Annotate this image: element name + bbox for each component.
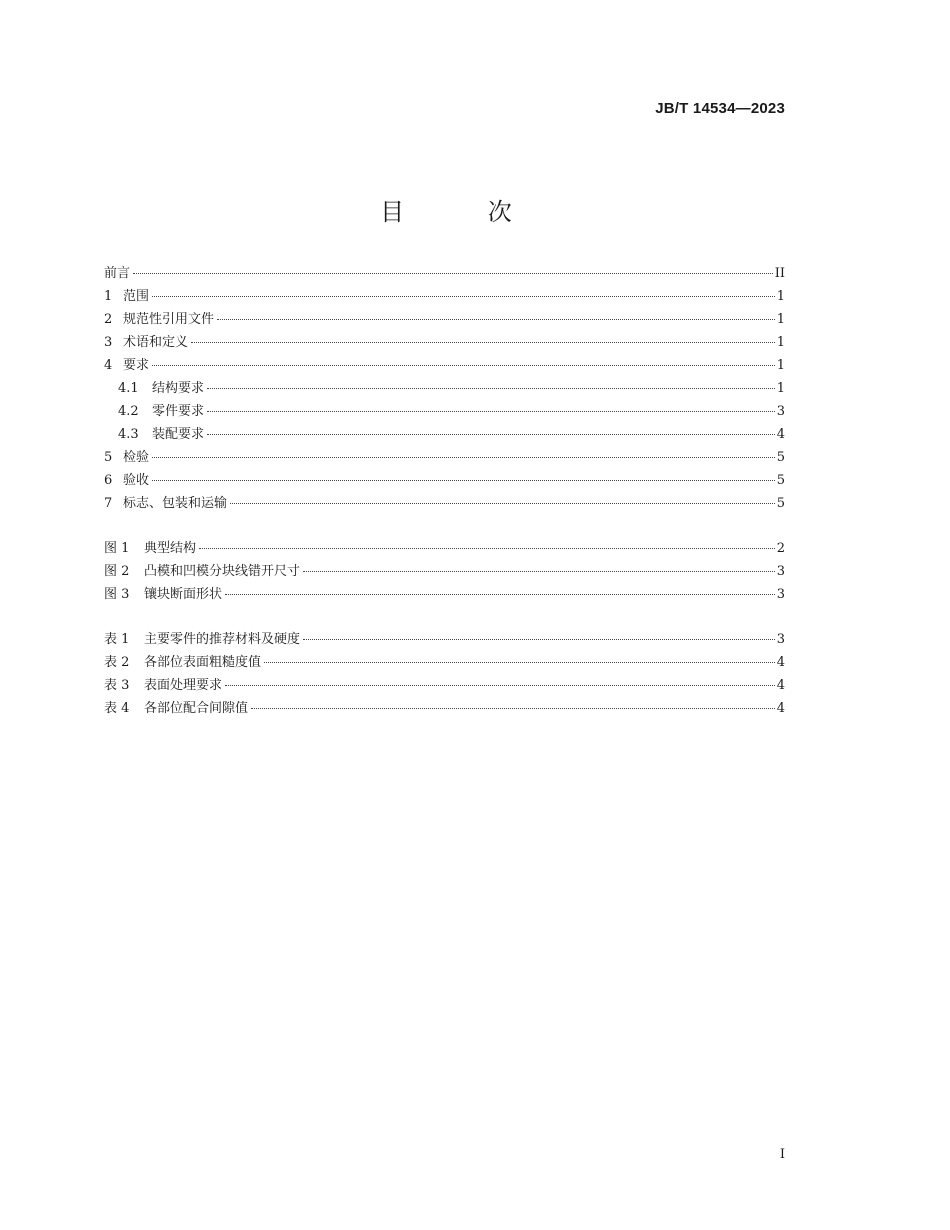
toc-entry-label: 前言 <box>104 266 131 281</box>
toc-entry-page: 3 <box>776 587 785 602</box>
toc-leader <box>133 273 773 274</box>
toc-entry-scope[interactable] <box>104 285 785 308</box>
toc-entry-structure-requirements[interactable] <box>104 377 785 400</box>
toc-entry-page: 5 <box>776 496 785 511</box>
toc-entry-number: 图 3 <box>104 587 130 602</box>
toc-entry-number: 2 <box>104 312 113 327</box>
toc-entry-number: 4 <box>104 358 113 373</box>
toc-entry-requirements[interactable] <box>104 354 785 377</box>
toc-entry-foreword[interactable] <box>104 262 785 285</box>
toc-entry-assembly-requirements[interactable] <box>104 423 785 446</box>
toc-entry-label: 各部位配合间隙值 <box>144 701 249 716</box>
toc-entry-label: 镶块断面形状 <box>144 587 223 602</box>
toc-entry-page: 4 <box>776 427 785 442</box>
toc-entry-page: 1 <box>776 312 785 327</box>
page-number: I <box>779 1147 785 1162</box>
toc-leader <box>207 434 775 435</box>
document-code: JB/T 14534—2023 <box>655 100 785 117</box>
toc-entry-number: 1 <box>104 289 113 304</box>
toc-entry-number: 4.3 <box>118 427 139 442</box>
toc-leader <box>207 411 775 412</box>
toc-entry-page: 4 <box>776 701 785 716</box>
toc-leader <box>152 365 775 366</box>
table-of-contents <box>104 262 785 720</box>
toc-entry-label: 装配要求 <box>152 427 205 442</box>
toc-entry-page: 1 <box>776 335 785 350</box>
toc-entry-part-requirements[interactable] <box>104 400 785 423</box>
toc-entry-label: 检验 <box>123 450 150 465</box>
toc-entry-page: 1 <box>776 381 785 396</box>
toc-entry-number: 图 1 <box>104 541 130 556</box>
toc-entry-label: 零件要求 <box>152 404 205 419</box>
toc-figures <box>104 537 785 606</box>
toc-title: 目 次 <box>380 198 550 226</box>
toc-leader <box>225 685 775 686</box>
toc-leader <box>152 296 775 297</box>
toc-entry-normative-references[interactable] <box>104 308 785 331</box>
toc-leader <box>207 388 775 389</box>
toc-entry-number: 表 3 <box>104 678 130 693</box>
toc-leader <box>199 548 775 549</box>
toc-leader <box>264 662 775 663</box>
toc-entry-number: 表 1 <box>104 632 130 647</box>
toc-leader <box>152 457 775 458</box>
toc-entry-page: 5 <box>776 473 785 488</box>
toc-entry-page: 3 <box>776 564 785 579</box>
toc-entry-label: 术语和定义 <box>123 335 189 350</box>
toc-entry-label: 主要零件的推荐材料及硬度 <box>144 632 301 647</box>
toc-entry-table-2[interactable] <box>104 651 785 674</box>
toc-leader <box>230 503 775 504</box>
toc-entry-table-3[interactable] <box>104 674 785 697</box>
toc-entry-table-4[interactable] <box>104 697 785 720</box>
toc-entry-label: 表面处理要求 <box>144 678 223 693</box>
toc-entry-page: 4 <box>776 678 785 693</box>
toc-entry-acceptance[interactable] <box>104 469 785 492</box>
toc-leader <box>251 708 775 709</box>
toc-entry-number: 4.2 <box>118 404 139 419</box>
toc-entry-number: 表 4 <box>104 701 130 716</box>
toc-entry-label: 验收 <box>123 473 150 488</box>
toc-entry-figure-3[interactable] <box>104 583 785 606</box>
toc-entry-page: II <box>774 266 785 281</box>
toc-entry-figure-1[interactable] <box>104 537 785 560</box>
toc-entry-page: 1 <box>776 358 785 373</box>
toc-sections <box>104 262 785 515</box>
toc-entry-page: 2 <box>776 541 785 556</box>
toc-entry-number: 表 2 <box>104 655 130 670</box>
toc-leader <box>303 639 775 640</box>
toc-leader <box>191 342 775 343</box>
toc-leader <box>152 480 775 481</box>
toc-entry-page: 1 <box>776 289 785 304</box>
toc-entry-page: 4 <box>776 655 785 670</box>
toc-entry-terms-definitions[interactable] <box>104 331 785 354</box>
toc-entry-figure-2[interactable] <box>104 560 785 583</box>
toc-entry-inspection[interactable] <box>104 446 785 469</box>
toc-entry-number: 4.1 <box>118 381 139 396</box>
toc-entry-label: 范围 <box>123 289 150 304</box>
toc-leader <box>225 594 775 595</box>
toc-leader <box>303 571 775 572</box>
toc-entry-number: 5 <box>104 450 113 465</box>
toc-entry-page: 3 <box>776 404 785 419</box>
toc-entry-marking-packaging[interactable] <box>104 492 785 515</box>
toc-entry-page: 3 <box>776 632 785 647</box>
toc-entry-label: 要求 <box>123 358 150 373</box>
toc-entry-label: 凸模和凹模分块线错开尺寸 <box>144 564 301 579</box>
toc-entry-number: 图 2 <box>104 564 130 579</box>
toc-entry-page: 5 <box>776 450 785 465</box>
toc-entry-label: 标志、包装和运输 <box>123 496 228 511</box>
toc-entry-label: 结构要求 <box>152 381 205 396</box>
toc-entry-number: 3 <box>104 335 113 350</box>
toc-entry-table-1[interactable] <box>104 628 785 651</box>
toc-entry-label: 各部位表面粗糙度值 <box>144 655 262 670</box>
toc-entry-number: 6 <box>104 473 113 488</box>
toc-entry-number: 7 <box>104 496 113 511</box>
toc-tables <box>104 628 785 720</box>
toc-entry-label: 规范性引用文件 <box>123 312 215 327</box>
toc-leader <box>217 319 775 320</box>
toc-entry-label: 典型结构 <box>144 541 197 556</box>
